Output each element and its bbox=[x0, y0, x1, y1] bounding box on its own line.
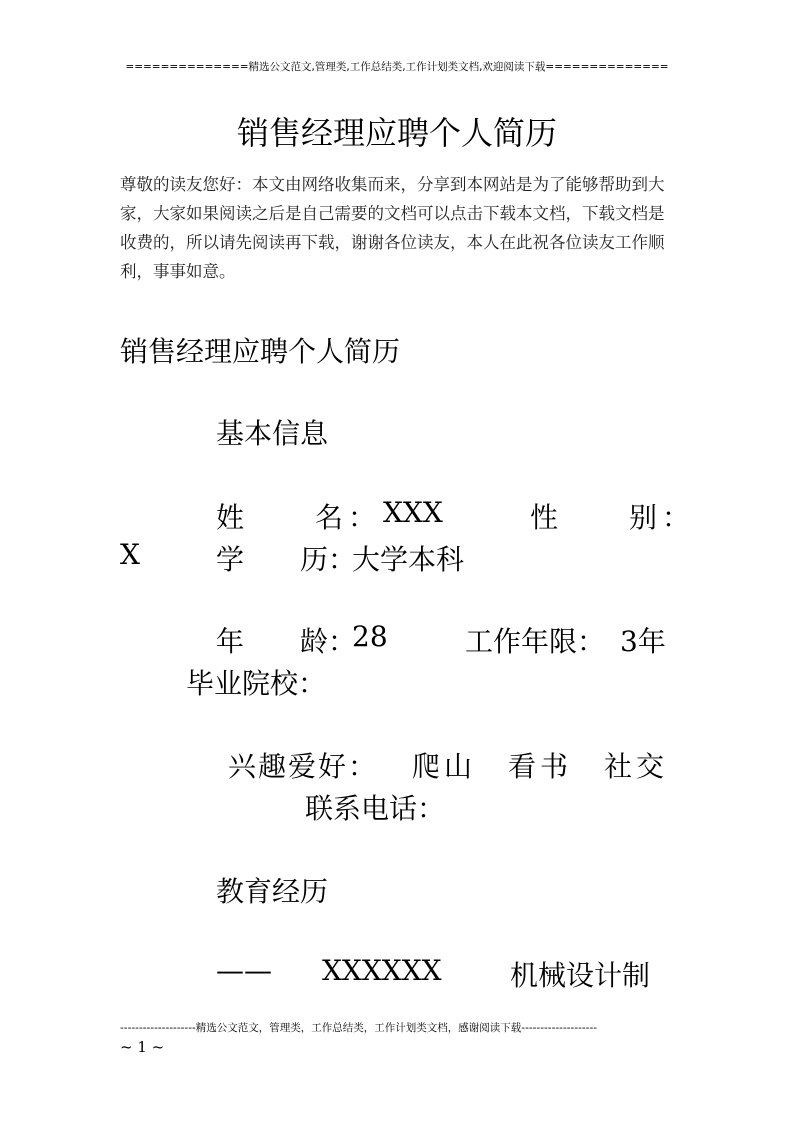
education-entry-school: XXXXXX bbox=[322, 954, 442, 987]
intro-line: 收费的，所以请先阅读再下载，谢谢各位读友，本人在此祝各位读友工作顺 bbox=[120, 233, 665, 252]
age-label: 年 龄： bbox=[216, 625, 357, 658]
hobby-item: 爬山 bbox=[412, 750, 477, 783]
education-value: 大学本科 bbox=[352, 543, 465, 576]
intro-line: 尊敬的读友您好：本文由网络收集而来，分享到本网站是为了能够帮助到大 bbox=[120, 175, 665, 194]
work-years-value: 3年 bbox=[620, 625, 666, 658]
footer-banner: --------------------精选公文范文，管理类，工作总结类，工作计划类文档，感谢阅读下载-------------------- bbox=[120, 1022, 598, 1034]
hobby-item: 看书 bbox=[508, 750, 573, 783]
gender-label: 性 别： bbox=[530, 501, 696, 534]
education-label: 学 历： bbox=[216, 543, 357, 576]
hobby-label: 兴趣爱好： bbox=[228, 750, 379, 783]
section-education: 教育经历 bbox=[216, 875, 329, 908]
gender-value: X bbox=[120, 538, 140, 571]
education-entry-dash: —— bbox=[216, 954, 272, 987]
phone-label: 联系电话： bbox=[305, 792, 446, 825]
hobby-item: 社交 bbox=[604, 750, 669, 783]
education-entry-major: 机械设计制 bbox=[510, 959, 651, 992]
name-value: XXX bbox=[383, 496, 443, 529]
intro-line: 利，事事如意。 bbox=[120, 262, 236, 281]
intro-paragraph bbox=[120, 170, 676, 286]
age-value: 28 bbox=[352, 620, 388, 653]
intro-line: 家，大家如果阅读之后是自己需要的文档可以点击下载本文档，下载文档是 bbox=[120, 204, 665, 223]
page-number: ~ 1 ~ bbox=[120, 1038, 165, 1056]
work-years-label: 工作年限： bbox=[465, 625, 606, 658]
document-title: 销售经理应聘个人简历 bbox=[236, 114, 557, 152]
resume-heading: 销售经理应聘个人简历 bbox=[120, 335, 401, 368]
school-label: 毕业院校： bbox=[186, 667, 327, 700]
header-banner: ==============精选公文范文,管理类,工作总结类,工作计划类文档,欢迎阅读下载============== bbox=[125, 61, 669, 73]
name-label: 姓 名： bbox=[216, 501, 382, 534]
section-basic-info: 基本信息 bbox=[216, 417, 329, 450]
